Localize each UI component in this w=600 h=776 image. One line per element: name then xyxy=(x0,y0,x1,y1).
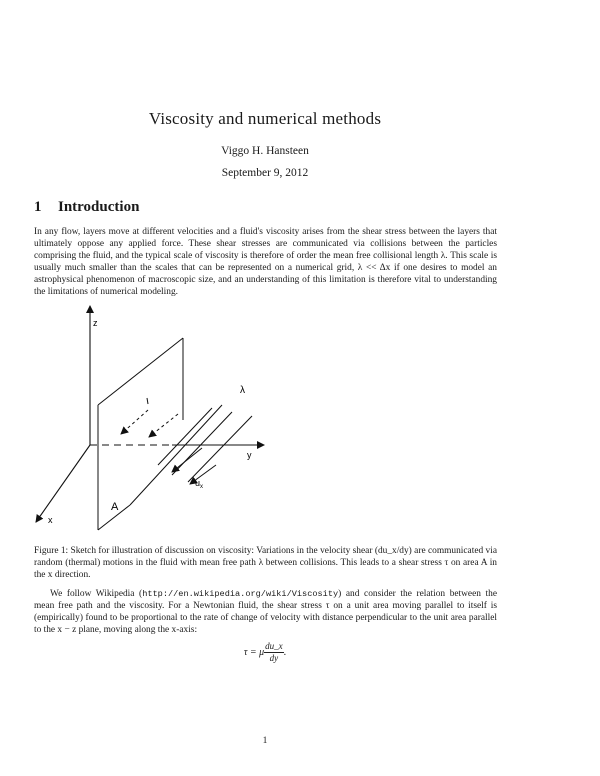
velocity-label: $u_x$ xyxy=(195,478,204,490)
date: September 9, 2012 xyxy=(221,167,309,179)
viscosity-equation: τ = μ $\frac{du\_x}{dy}$ . xyxy=(243,641,287,663)
diffusion-arrow xyxy=(121,410,148,434)
intro-paragraph: In any flow, layers move at different velocities and a fluid's viscosity arises from the shear stress between the layers that ultimately oppose any applied force. These shear stresses are communicated via collisions between the particles comprising the fluid, and the typical scale of viscosity is therefore of order the mean free collisional length λ. This scale is usually much smaller than the scales that can be represented on a numerical grid, λ << Δx if one desires to model an astrophysical phenomenon of macroscopic size, and an understanding of this limitation is therefore vital to understanding the limitations of numerical modeling. xyxy=(34,227,497,298)
section-number: 1 xyxy=(34,199,42,215)
y-axis-label: y xyxy=(247,450,252,460)
flow-line xyxy=(172,412,232,475)
section-title: Introduction xyxy=(58,199,140,215)
lambda-label: λ xyxy=(240,385,245,396)
velocity-arrow xyxy=(190,465,216,484)
viscosity-figure xyxy=(30,300,280,532)
section-heading xyxy=(34,199,139,216)
figure-caption: Figure 1: Sketch for illustration of discussion on viscosity: Variations in the velocity shear (du_x/dy) are communicated via random (thermal) motions in the fluid with mean free path λ between collisions. This leads to a shear stress τ on area A in the x direction. xyxy=(34,546,497,581)
page-number: 1 xyxy=(262,736,268,746)
paragraph-2: We follow Wikipedia (http://en.wikipedia.org/wiki/Viscosity) and consider the relation between the mean free path and the viscosity. For a Newtonian fluid, the shear stress τ on a unit area moving parallel to itself is (empirically) found to be proportional to the rate of change of velocity with distance perpendicular to the unit area parallel to the x − z plane, moving along the x-axis: xyxy=(34,589,497,636)
paper-title: Viscosity and numerical methods xyxy=(148,109,382,128)
flow-line xyxy=(130,405,222,505)
flow-line xyxy=(188,416,252,482)
wikipedia-link[interactable]: http://en.wikipedia.org/wiki/Viscosity xyxy=(142,589,339,599)
x-axis-label: x xyxy=(48,515,53,525)
author: Viggo H. Hansteen xyxy=(221,145,309,157)
area-label: A xyxy=(111,501,119,513)
diffusion-arrow xyxy=(149,414,178,437)
velocity-arrow xyxy=(172,448,202,472)
flow-line xyxy=(158,408,212,465)
plane-edge xyxy=(98,338,183,405)
z-axis-label: z xyxy=(93,318,98,328)
x-axis xyxy=(36,445,90,522)
